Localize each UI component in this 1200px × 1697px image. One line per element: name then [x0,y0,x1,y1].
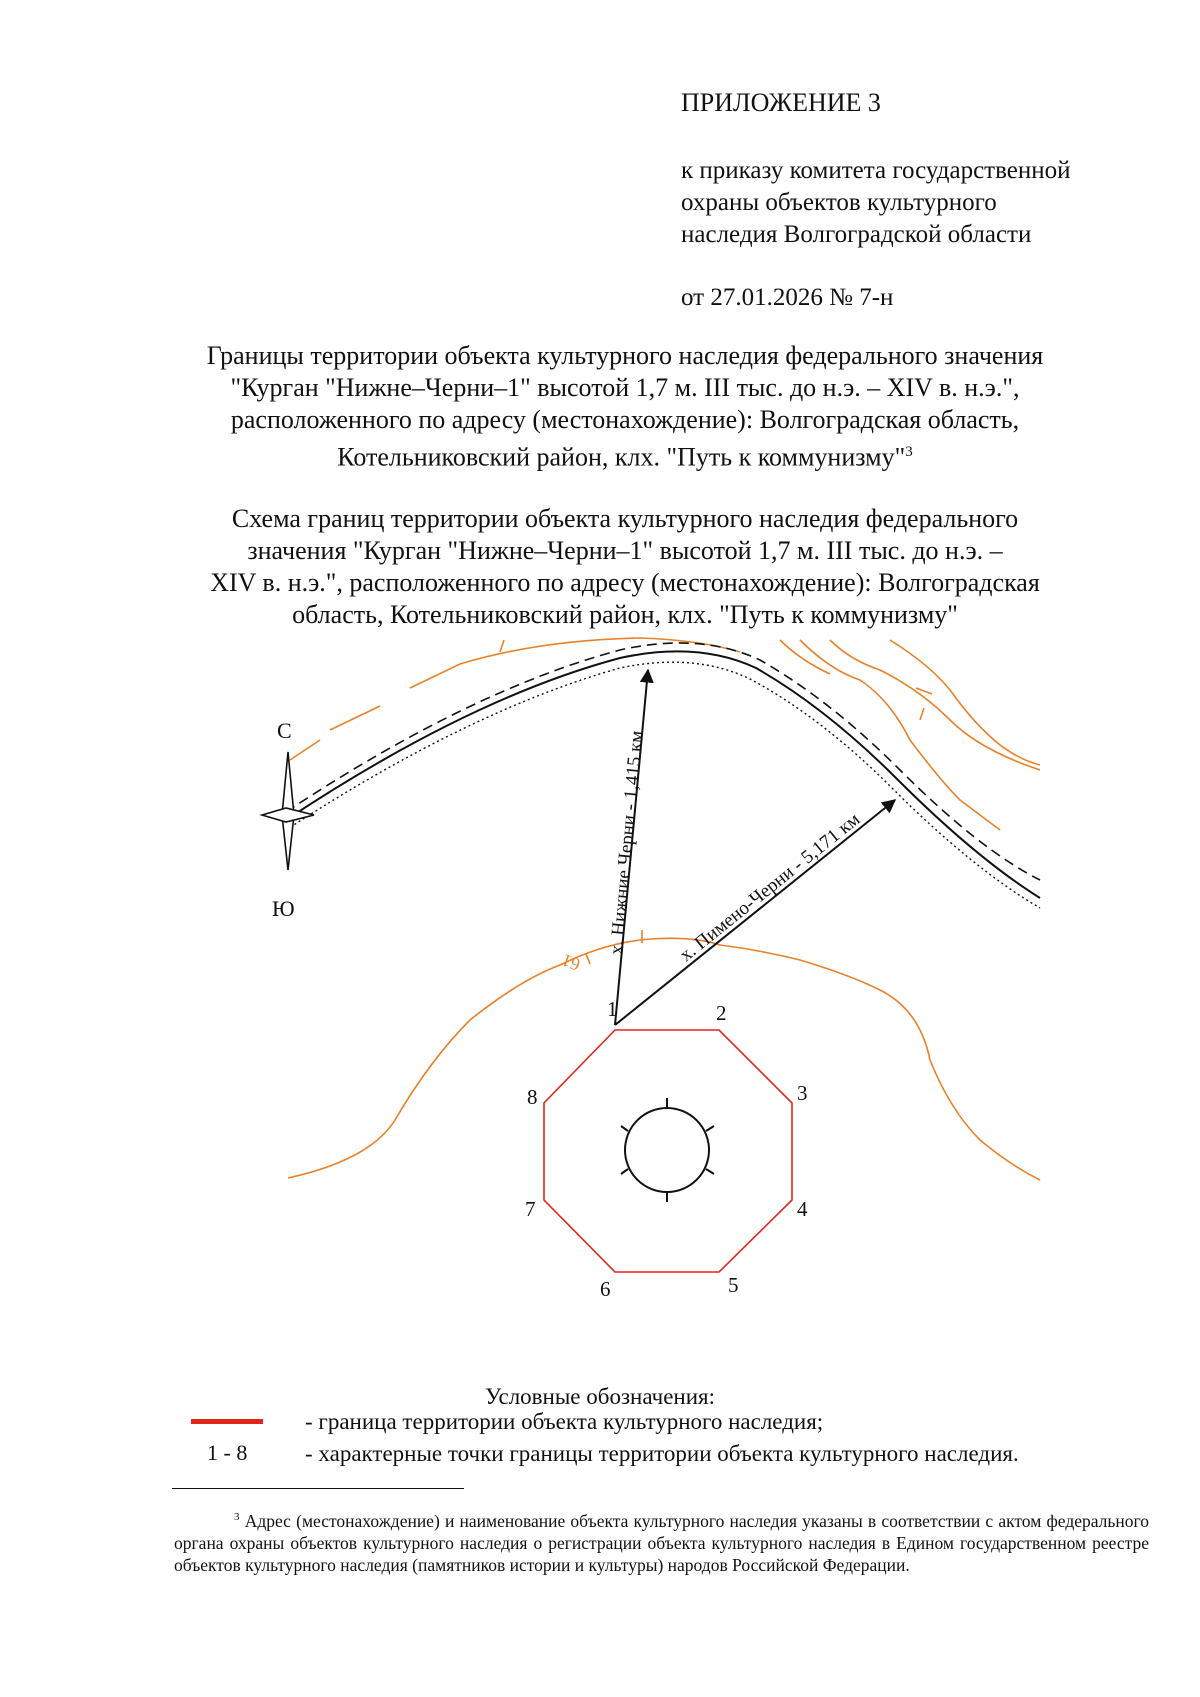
mound-icon [621,1098,714,1202]
contour-label: 61 [559,950,583,976]
footnote [174,1506,1149,1576]
point-label: 5 [728,1273,739,1297]
compass-south-label: Ю [272,896,295,921]
direction-label-pimeno-cherni: х. Пимено-Черни - 5,171 км [675,808,865,966]
contour-line-upper [890,640,1040,765]
scheme-title-line: XIV в. н.э.", расположенного по адресу (местонахождение): Волгоградская [210,568,1040,597]
footnote-ref: 3 [905,444,913,460]
legend-title: Условные обозначения: [484,1384,716,1409]
boundary-map [0,620,1200,1300]
scheme-title [150,503,1100,631]
contour-line-upper [290,740,320,760]
territory-boundary [544,1030,792,1272]
title-line: "Курган "Нижне–Черни–1" высотой 1,7 м. III тыс. до н.э. – XIV в. н.э.", [230,373,1020,402]
order-date: от 27.01.2026 № 7-н [681,284,894,311]
contour-line-upper [800,640,1000,830]
road [286,643,1040,908]
point-label: 2 [716,1001,727,1025]
road-solid-edge [286,651,1040,898]
point-label: 7 [525,1197,536,1221]
legend-points-symbol: 1 - 8 [207,1440,248,1465]
footnote-text: Адрес (местонахождение) и наименование объекта культурного наследия указаны в соответствии с актом федерального органа охраны объектов культурного наследия о регистрации объекта культурного наследия в Едином государственном реестре объектов культурного наследия (памятников истории и культуры) народов Российской Федерации. [174,1510,1150,1575]
contour-tick [500,640,504,652]
compass-north-label: С [277,718,292,743]
order-line: к приказу комитета государственной [681,157,1071,184]
footnote-divider [172,1488,464,1489]
point-label: 3 [797,1081,808,1105]
scheme-title-line: область, Котельниковский район, клх. "Путь к коммунизму" [292,600,958,629]
boundary-point-labels [525,997,808,1300]
legend-item-boundary: - граница территории объекта культурного наследия; [305,1409,824,1434]
point-label: 1 [607,997,618,1021]
title-line: расположенного по адресу (местонахождение): Волгоградская область, [230,405,1020,434]
footnote-number: 3 [234,1511,240,1523]
contour-line-upper [330,706,380,730]
order-line: охраны объектов культурного [681,189,997,216]
appendix-number: ПРИЛОЖЕНИЕ 3 [681,88,881,117]
document-title [150,340,1100,474]
legend-item-points: - характерные точки границы территории объекта культурного наследия. [305,1441,1019,1466]
point-label: 4 [797,1197,808,1221]
point-label: 8 [527,1085,538,1109]
title-line: Границы территории объекта культурного наследия федерального значения [206,341,1044,370]
contour-line-main [288,938,1040,1180]
north-arrow-icon [262,752,314,870]
title-line [150,436,1100,474]
contour-tick [920,708,924,720]
contour-lines [288,638,1040,1180]
scheme-title-line: значения "Курган "Нижне–Черни–1" высотой 1,7 м. III тыс. до н.э. – [247,536,1003,565]
title-line-text: Котельниковский район, клх. "Путь к коммунизму" [337,442,906,472]
order-reference [681,155,1161,251]
contour-tick [586,954,590,964]
scheme-title-line: Схема границ территории объекта культурного наследия федерального [231,504,1019,533]
point-label: 6 [600,1277,611,1300]
order-line: наследия Волгоградской области [681,221,1032,248]
direction-label-nizhnie-cherni: х. Нижние Черни - 1,415 км [606,729,648,956]
legend-boundary-symbol [191,1419,263,1424]
